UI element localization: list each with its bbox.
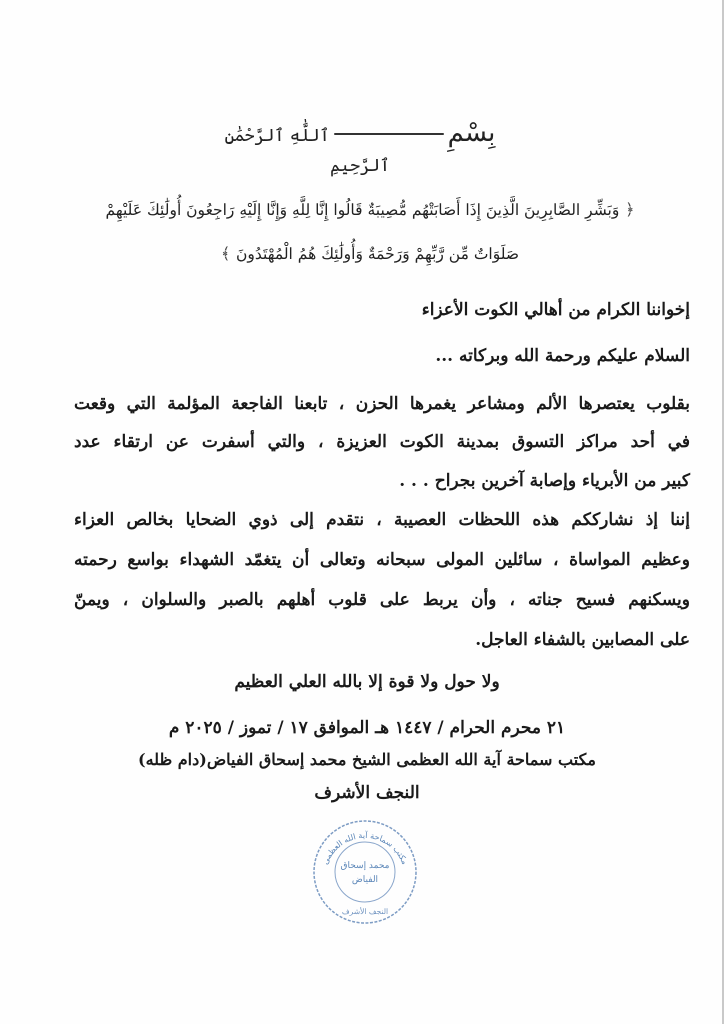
seal-inner-ring — [335, 842, 395, 902]
verse-line-1 — [80, 188, 660, 232]
basmala-stretch-stroke — [334, 133, 444, 135]
date-line: ٢١ محرم الحرام / ١٤٤٧ هـ الموافق ١٧ / تموز / ٢٠٢٥ م — [168, 718, 566, 738]
paragraph2-line-1: إننا إذ نشارككم هذه اللحظات العصيبة ، نتقدم إلى ذوي الضحايا بخالص العزاء — [74, 510, 690, 530]
verse-close-ornament: ﴾ — [220, 244, 231, 263]
paragraph1-line-2: في أحد مراكز التسوق بمدينة الكوت العزيزة ، والتي أسفرت عن ارتقاء عدد — [74, 432, 690, 452]
verse-line-1-text: وَبَشِّرِ الصَّابِرِينَ الَّذِينَ إِذَا أَصَابَتْهُم مُّصِيبَةٌ قَالُوا إِنَّا لِلَّهِ وَإِنَّا إِلَيْهِ رَاجِعُونَ أُولَٰئِكَ عَلَيْهِمْ — [105, 201, 620, 219]
basmala-right: ٱللَّٰهِ ٱلرَّحْمَٰنِ ٱلرَّحِيمِ — [224, 126, 390, 176]
paragraph1-line-1: بقلوب يعتصرها الألم ومشاعر يغمرها الحزن ، تابعنا الفاجعة المؤلمة التي وقعت — [74, 394, 690, 414]
verse-open-ornament: ﴿ — [625, 200, 635, 219]
verse-line-2-text: صَلَوَاتٌ مِّن رَّبِّهِمْ وَرَحْمَةٌ وَأُولَٰئِكَ هُمُ الْمُهْتَدُونَ — [236, 245, 520, 263]
paragraph2-line-3: ويسكنهم فسيح جناته ، وأن يربط على قلوب أهلهم بالصبر والسلوان ، ويمنّ — [74, 590, 690, 610]
basmala-heading — [200, 118, 520, 178]
quran-verse — [80, 188, 660, 276]
paragraph2-line-4: على المصابين بالشفاء العاجل. — [475, 630, 690, 650]
paragraph2-line-2: وعظيم المواساة ، سائلين المولى سبحانه وتعالى أن يتغمّد الشهداء بواسع رحمته — [74, 550, 690, 570]
seal-bottom-text: النجف الأشرف — [341, 907, 389, 916]
closing-phrase: ولا حول ولا قوة إلا بالله العلي العظيم — [234, 672, 500, 692]
seal-inner-text-1: محمد إسحاق — [340, 861, 390, 871]
paragraph1-line-3: كبير من الأبرياء وإصابة آخرين بجراح . . . — [399, 471, 690, 491]
seal-ring-text: مكتب سماحة آية الله العظمى — [320, 830, 410, 866]
salutation: إخواننا الكرام من أهالي الكوت الأعزاء — [421, 300, 690, 320]
greeting: السلام عليكم ورحمة الله وبركاته ... — [435, 346, 690, 366]
signature-office: مكتب سماحة آية الله العظمى الشيخ محمد إسحاق الفياض(دام ظله) — [138, 750, 596, 769]
verse-line-2 — [80, 232, 660, 276]
signature-place: النجف الأشرف — [314, 783, 420, 803]
official-seal — [311, 818, 419, 926]
basmala-left: بِسْمِ — [447, 118, 496, 148]
seal-inner-text-2: الفياض — [351, 875, 379, 885]
